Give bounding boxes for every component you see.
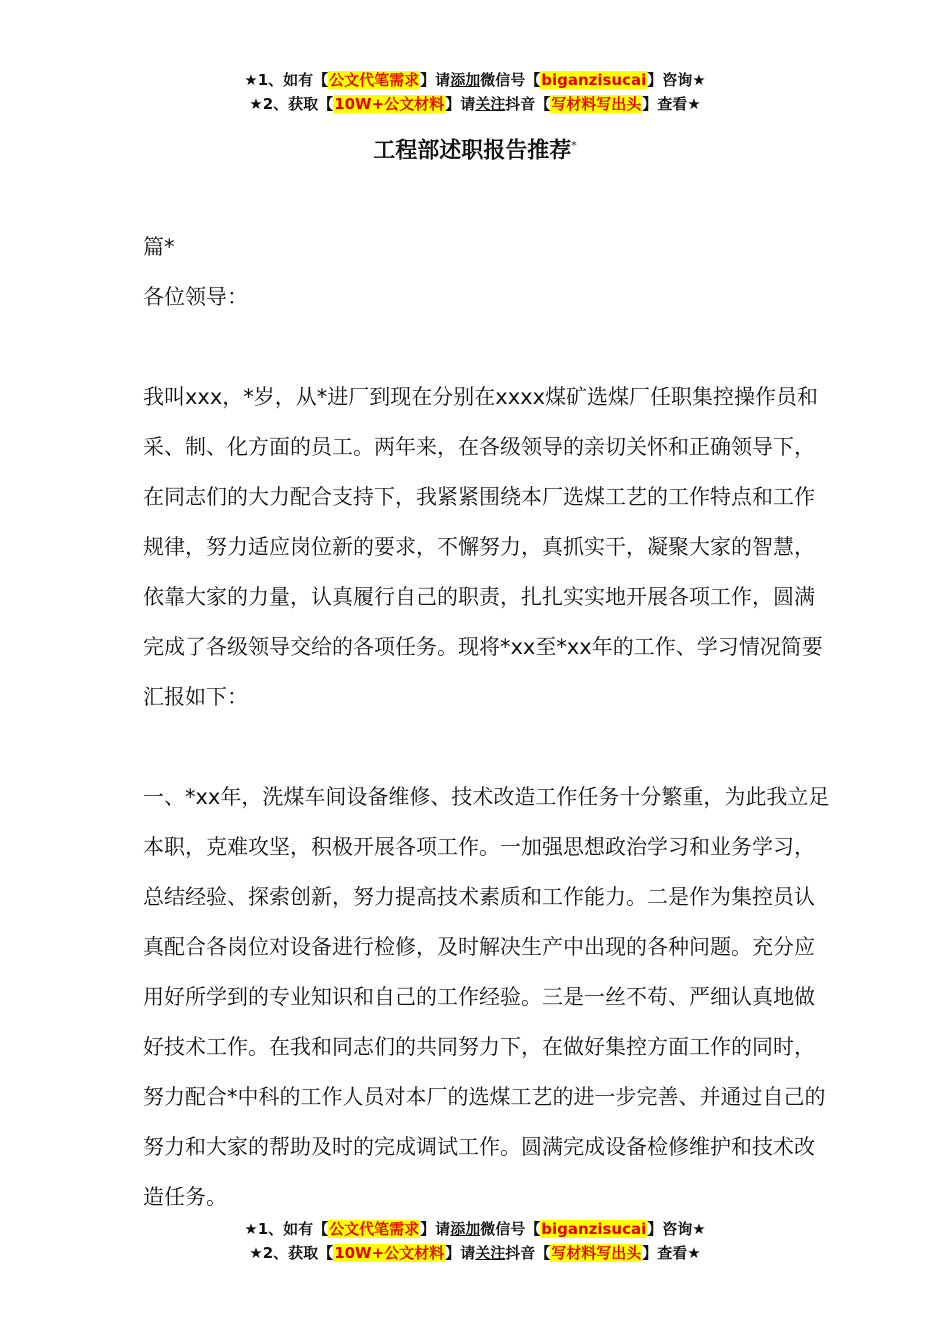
spacer [143, 722, 833, 772]
promo-line-1: ★1、如有【公文代笔需求】请添加微信号【biganzisucai】咨询★ [244, 1220, 706, 1238]
promo-highlight: biganzisucai [541, 71, 647, 89]
promo-highlight: 写材料写出头 [551, 95, 642, 113]
document-body [143, 222, 833, 1222]
promo-header [0, 68, 950, 116]
spacer [143, 322, 833, 372]
promo-line-1: ★1、如有【公文代笔需求】请添加微信号【biganzisucai】咨询★ [244, 71, 706, 89]
promo-line-2: ★2、获取【10W+公文材料】请关注抖音【写材料写出头】查看★ [249, 95, 701, 113]
document-title: 工程部述职报告推荐* [373, 138, 577, 164]
section-label: 篇* [143, 235, 175, 259]
promo-highlight: 写材料写出头 [551, 1244, 642, 1262]
promo-highlight: biganzisucai [541, 1220, 647, 1238]
paragraph: 一、*xx年，洗煤车间设备维修、技术改造工作任务十分繁重，为此我立足本职，克难攻坚，积极开展各项工作。一加强思想政治学习和业务学习，总结经验、探索创新，努力提高技术素质和工作能力。二是作为集控员认真配合各岗位对设备进行检修，及时解决生产中出现的各种问题。充分应用好所学到的专业知识和自己的工作经验。三是一丝不苟、严细认真地做好技术工作。在我和同志们的共同努力下，在做好集控方面工作的同时，努力配合*中科的工作人员对本厂的选煤工艺的进一步完善、并通过自己的努力和大家的帮助及时的完成调试工作。圆满完成设备检修维护和技术改造任务。 [143, 785, 830, 1209]
salutation: 各位领导： [143, 285, 248, 309]
promo-line-2: ★2、获取【10W+公文材料】请关注抖音【写材料写出头】查看★ [249, 1244, 701, 1262]
paragraph: 我叫xxx，*岁，从*进厂到现在分别在xxxx煤矿选煤厂任职集控操作员和采、制、化方面的员工。两年来，在各级领导的亲切关怀和正确领导下，在同志们的大力配合支持下，我紧紧围绕本厂选煤工艺的工作特点和工作规律，努力适应岗位新的要求，不懈努力，真抓实干，凝聚大家的智慧，依靠大家的力量，认真履行自己的职责，扎扎实实地开展各项工作，圆满完成了各级领导交给的各项任务。现将*xx至*xx年的工作、学习情况简要汇报如下： [143, 385, 823, 709]
promo-highlight: 公文代笔需求 [329, 1220, 420, 1238]
promo-highlight: 公文代笔需求 [329, 71, 420, 89]
promo-highlight: 10W+公文材料 [334, 95, 445, 113]
promo-footer [0, 1217, 950, 1265]
promo-highlight: 10W+公文材料 [334, 1244, 445, 1262]
